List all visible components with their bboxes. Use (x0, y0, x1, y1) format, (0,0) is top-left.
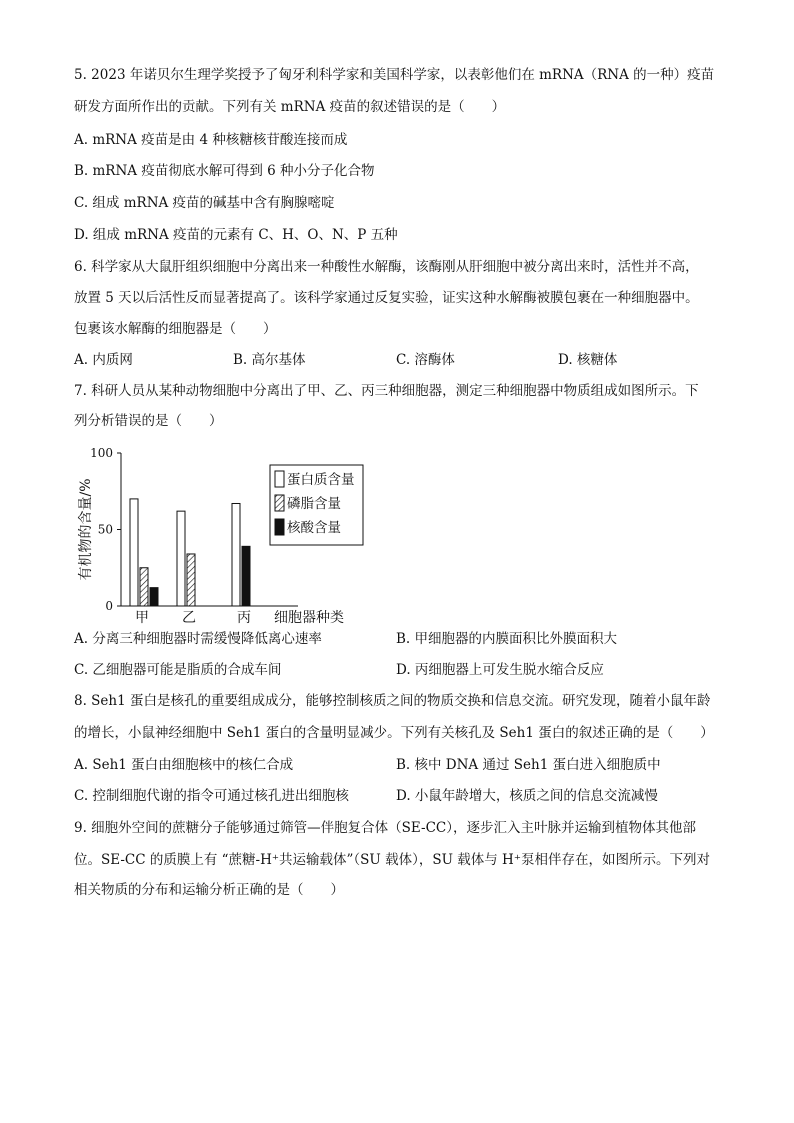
q7-stem-line-2: 列分析错误的是（ ） (74, 413, 223, 429)
q8-stem-line-2: 的增长，小鼠神经细胞中 Seh1 蛋白的含量明显减少。下列有关核孔及 Seh1 蛋白的叙述正确的是（ ） (74, 725, 714, 741)
q5-stem-line-2: 研发方面所作出的贡献。下列有关 mRNA 疫苗的叙述错误的是（ ） (74, 99, 506, 115)
q8-option-a: A. Seh1 蛋白由细胞核中的核仁合成 (74, 757, 294, 773)
q5-option-b: B. mRNA 疫苗彻底水解可得到 6 种小分子化合物 (74, 163, 375, 179)
q8-stem-line-1: 8. Seh1 蛋白是核孔的重要组成成分，能够控制核质之间的物质交换和信息交流。研究发现，随着小鼠年龄 (74, 693, 711, 709)
q8-option-d: D. 小鼠年龄增大，核质之间的信息交流减慢 (396, 788, 658, 804)
q6-option-a: A. 内质网 (74, 352, 133, 368)
q9-stem-line-3: 相关物质的分布和运输分析正确的是（ ） (74, 882, 344, 898)
bar-0-2 (150, 588, 158, 606)
q5-option-c: C. 组成 mRNA 疫苗的碱基中含有胸腺嘧啶 (74, 195, 335, 211)
bar-2-2 (242, 546, 250, 606)
y-axis-label: 有机物的含量/% (78, 478, 94, 581)
bar-0-1 (140, 568, 148, 606)
q6-stem-line-2: 放置 5 天以后活性反而显著提高了。该科学家通过反复实验，证实这种水解酶被膜包裹在一种细胞器中。 (74, 290, 699, 306)
q7-stem-line-1: 7. 科研人员从某种动物细胞中分离出了甲、乙、丙三种细胞器，测定三种细胞器中物质组成如图所示。下 (74, 383, 699, 399)
q8-option-b: B. 核中 DNA 通过 Seh1 蛋白进入细胞质中 (396, 757, 661, 773)
x-axis-label: 细胞器种类 (274, 610, 344, 626)
q5-stem-line-1: 5. 2023 年诺贝尔生理学奖授予了匈牙利科学家和美国科学家，以表彰他们在 mRNA（RNA 的一种）疫苗 (74, 67, 715, 83)
legend-swatch-1 (275, 495, 284, 511)
y-tick-label: 100 (90, 446, 113, 460)
q5-option-a: A. mRNA 疫苗是由 4 种核糖核苷酸连接而成 (74, 132, 348, 148)
q7-option-b: B. 甲细胞器的内膜面积比外膜面积大 (396, 631, 618, 647)
q6-stem-line-1: 6. 科学家从大鼠肝组织细胞中分离出来一种酸性水解酶，该酶刚从肝细胞中被分离出来时，活性并不高， (74, 259, 699, 275)
q7-option-a: A. 分离三种细胞器时需缓慢降低离心速率 (74, 631, 322, 647)
y-tick-label: 0 (105, 599, 113, 613)
bar-2-0 (232, 503, 240, 606)
legend-label-0: 蛋白质含量 (287, 472, 355, 488)
q7-option-c: C. 乙细胞器可能是脂质的合成车间 (74, 662, 282, 678)
x-tick-label: 丙 (237, 610, 251, 626)
x-tick-label: 乙 (182, 610, 196, 626)
legend-swatch-2 (275, 519, 284, 535)
legend-swatch-0 (275, 471, 284, 487)
q6-stem-line-3: 包裹该水解酶的细胞器是（ ） (74, 321, 277, 337)
bar-1-1 (187, 554, 195, 606)
q5-option-d: D. 组成 mRNA 疫苗的元素有 C、H、O、N、P 五种 (74, 227, 398, 243)
chart-legend (270, 465, 363, 545)
q7-option-d: D. 丙细胞器上可发生脱水缩合反应 (396, 662, 604, 678)
q6-option-b: B. 高尔基体 (233, 352, 306, 368)
q8-option-c: C. 控制细胞代谢的指令可通过核孔进出细胞核 (74, 788, 349, 804)
q6-option-c: C. 溶酶体 (396, 352, 455, 368)
legend-label-1: 磷脂含量 (287, 496, 341, 512)
q9-stem-line-2: 位。SE-CC 的质膜上有 “蔗糖-H⁺共运输载体”（SU 载体），SU 载体与 H⁺泵相伴存在，如图所示。下列对 (74, 852, 710, 868)
q9-stem-line-1: 9. 细胞外空间的蔗糖分子能够通过筛管—伴胞复合体（SE-CC），逐步汇入主叶脉并运输到植物体其他部 (74, 820, 696, 836)
x-tick-label: 甲 (135, 610, 149, 626)
legend-label-2: 核酸含量 (287, 520, 341, 536)
chart-bars (130, 499, 250, 606)
organelle-composition-chart (68, 438, 368, 626)
q6-option-d: D. 核糖体 (558, 352, 618, 368)
bar-0-0 (130, 499, 138, 606)
y-tick-label: 50 (97, 522, 113, 537)
bar-1-0 (177, 511, 185, 606)
